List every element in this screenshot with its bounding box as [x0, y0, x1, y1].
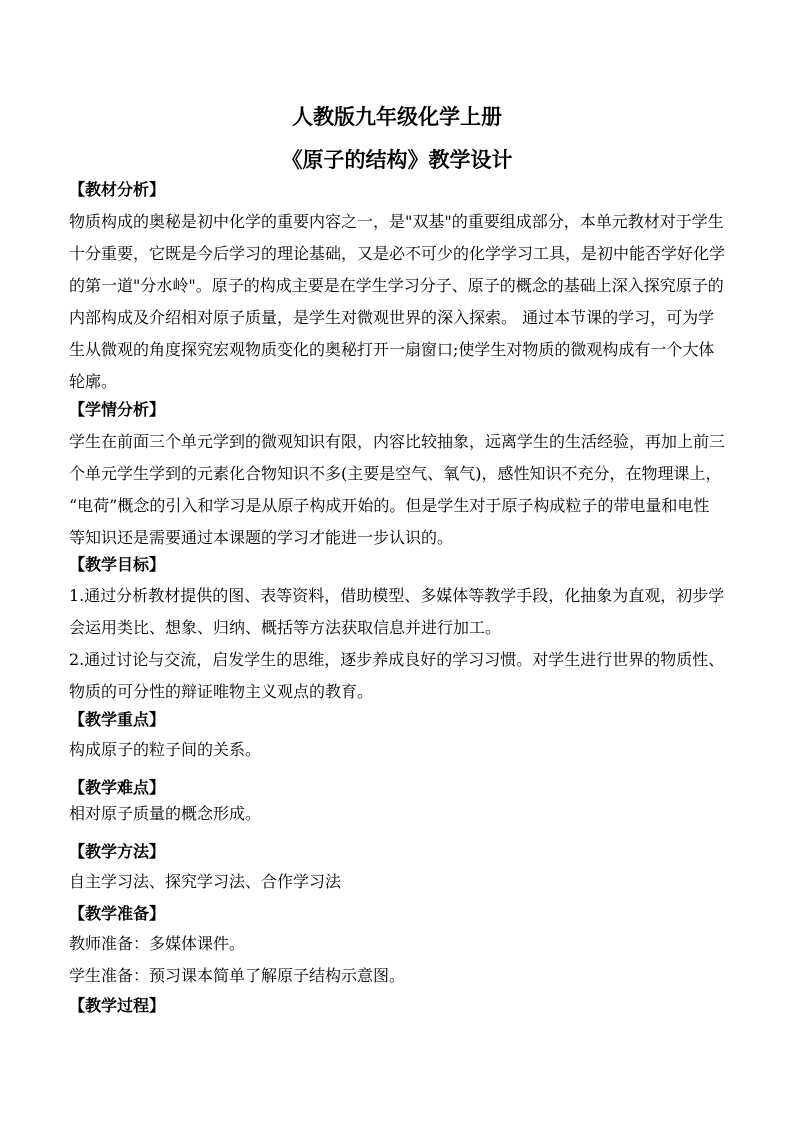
section-heading: 【学情分析】 — [69, 400, 166, 419]
section-heading: 【教学方法】 — [69, 842, 166, 861]
section-key-points — [69, 710, 729, 730]
section-teaching-goals — [69, 555, 729, 575]
text-line: “电荷”概念的引入和学习是从原子构成开始的。但是学生对于原子构成粒子的带电量和电性 — [69, 496, 710, 515]
paragraph — [69, 426, 729, 554]
paragraph — [69, 866, 729, 898]
section-heading: 【教材分析】 — [69, 180, 166, 199]
text-line: 生从微观的角度探究宏观物质变化的奥秘打开一扇窗口;使学生对物质的微观构成有一个大体 — [69, 340, 715, 359]
text-line: 构成原子的粒子间的关系。 — [69, 740, 262, 759]
text-line: 学生在前面三个单元学到的微观知识有限，内容比较抽象，远离学生的生活经验，再加上前三 — [69, 432, 726, 451]
text-line: 自主学习法、探究学习法、合作学习法 — [69, 872, 342, 891]
section-teaching-methods — [69, 842, 729, 862]
text-line: 个单元学生学到的元素化合物知识不多(主要是空气、氧气)，感性知识不充分，在物理课上， — [69, 464, 722, 483]
text-line: 十分重要，它既是今后学习的理论基础，又是必不可少的化学学习工具，是初中能否学好化学 — [69, 244, 726, 263]
text-line: 2.通过讨论与交流，启发学生的思维，逐步养成良好的学习习惯。对学生进行世界的物质性、 — [69, 650, 725, 669]
text-line: 轮廓。 — [69, 372, 118, 391]
section-student-analysis — [69, 400, 729, 420]
text-line: 教师准备：多媒体课件。 — [69, 934, 246, 953]
section-textbook-analysis — [69, 180, 729, 200]
section-teaching-preparation — [69, 904, 729, 924]
section-heading: 【教学难点】 — [69, 778, 166, 797]
section-student-body — [69, 426, 729, 554]
text-line: 等知识还是需要通过本课题的学习才能进一步认识的。 — [69, 528, 454, 547]
paragraph — [69, 734, 729, 766]
paragraph — [69, 580, 729, 708]
text-line: 物质构成的奥秘是初中化学的重要内容之一，是"双基"的重要组成部分，本单元教材对于学生 — [69, 212, 724, 231]
section-heading: 【教学目标】 — [69, 555, 166, 574]
text-line: 的第一道"分水岭"。原子的构成主要是在学生学习分子、原子的概念的基础上深入探究原子的 — [69, 276, 724, 295]
section-textbook-body — [69, 206, 729, 398]
text-line: 内部构成及介绍相对原子质量，是学生对微观世界的深入探索。 通过本节课的学习，可为学 — [69, 308, 715, 327]
section-key-body — [69, 734, 729, 766]
section-methods-body — [69, 866, 729, 898]
paragraph — [69, 798, 729, 830]
paragraph — [69, 206, 729, 398]
paragraph — [69, 928, 729, 992]
text-line: 会运用类比、想象、归纳、概括等方法获取信息并进行加工。 — [69, 618, 502, 637]
section-heading: 【教学过程】 — [69, 996, 166, 1015]
document-title: 人教版九年级化学上册 — [292, 104, 502, 129]
section-heading: 【教学准备】 — [69, 904, 166, 923]
text-line: 物质的可分性的辩证唯物主义观点的教育。 — [69, 682, 374, 701]
text-line: 学生准备：预习课本简单了解原子结构示意图。 — [69, 966, 406, 985]
section-difficult-points — [69, 778, 729, 798]
text-line: 1.通过分析教材提供的图、表等资料，借助模型、多媒体等教学手段，化抽象为直观，初步学 — [69, 586, 725, 605]
document-subtitle: 《原子的结构》教学设计 — [281, 147, 513, 172]
section-goals-body — [69, 580, 729, 708]
section-difficult-body — [69, 798, 729, 830]
section-prep-body — [69, 928, 729, 992]
text-line: 相对原子质量的概念形成。 — [69, 804, 262, 823]
section-heading: 【教学重点】 — [69, 710, 166, 729]
section-teaching-process — [69, 996, 729, 1016]
